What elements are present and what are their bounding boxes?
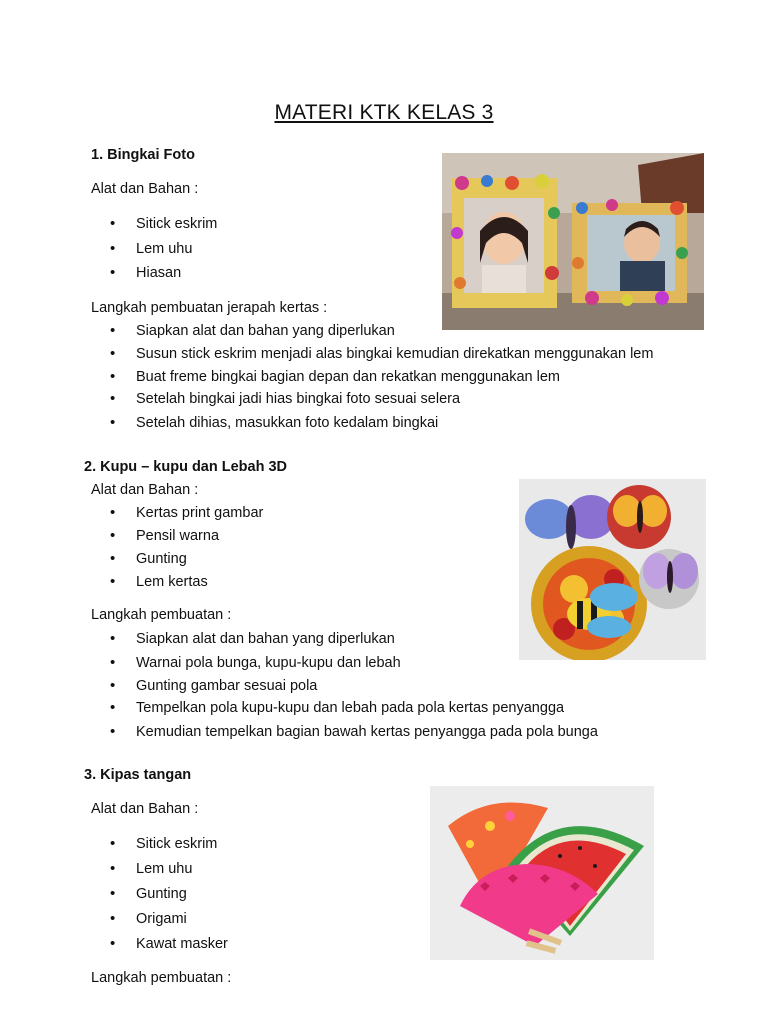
- section-heading-kupu-kupu: 2. Kupu – kupu dan Lebah 3D: [84, 459, 288, 475]
- tools-label: Alat dan Bahan :: [91, 801, 199, 817]
- list-item: • Siapkan alat dan bahan yang diperlukan: [110, 631, 395, 647]
- list-item: • Origami: [110, 911, 187, 927]
- list-item: • Susun stick eskrim menjadi alas bingkai kemudian direkatkan menggunakan lem: [110, 346, 653, 362]
- steps-label: Langkah pembuatan :: [91, 970, 232, 986]
- butterfly-bee-craft-image: [519, 479, 706, 660]
- tools-label: Alat dan Bahan :: [91, 181, 199, 197]
- list-item: • Sitick eskrim: [110, 216, 217, 232]
- steps-label: Langkah pembuatan jerapah kertas :: [91, 300, 328, 316]
- photo-frame-craft-image: [442, 153, 704, 330]
- list-item: • Kertas print gambar: [110, 505, 263, 521]
- list-item: • Lem uhu: [110, 861, 192, 877]
- tools-label: Alat dan Bahan :: [91, 482, 199, 498]
- list-item: • Tempelkan pola kupu-kupu dan lebah pada pola kertas penyangga: [110, 700, 564, 716]
- list-item: • Buat freme bingkai bagian depan dan rekatkan menggunakan lem: [110, 369, 560, 385]
- list-item: • Kawat masker: [110, 936, 228, 952]
- list-item: • Hiasan: [110, 265, 181, 281]
- list-item: • Setelah bingkai jadi hias bingkai foto sesuai selera: [110, 391, 460, 407]
- list-item: • Siapkan alat dan bahan yang diperlukan: [110, 323, 395, 339]
- list-item: • Kemudian tempelkan bagian bawah kertas penyangga pada pola bunga: [110, 724, 598, 740]
- list-item: • Gunting: [110, 551, 187, 567]
- list-item: • Warnai pola bunga, kupu-kupu dan lebah: [110, 655, 401, 671]
- list-item: • Gunting gambar sesuai pola: [110, 678, 317, 694]
- page-title: MATERI KTK KELAS 3: [274, 101, 494, 124]
- section-heading-kipas-tangan: 3. Kipas tangan: [84, 767, 192, 783]
- list-item: • Sitick eskrim: [110, 836, 217, 852]
- hand-fan-craft-image: [430, 786, 654, 960]
- list-item: • Gunting: [110, 886, 187, 902]
- section-heading-bingkai-foto: 1. Bingkai Foto: [91, 147, 195, 163]
- list-item: • Lem uhu: [110, 241, 192, 257]
- list-item: • Lem kertas: [110, 574, 208, 590]
- list-item: • Pensil warna: [110, 528, 219, 544]
- list-item: • Setelah dihias, masukkan foto kedalam bingkai: [110, 415, 438, 431]
- steps-label: Langkah pembuatan :: [91, 607, 232, 623]
